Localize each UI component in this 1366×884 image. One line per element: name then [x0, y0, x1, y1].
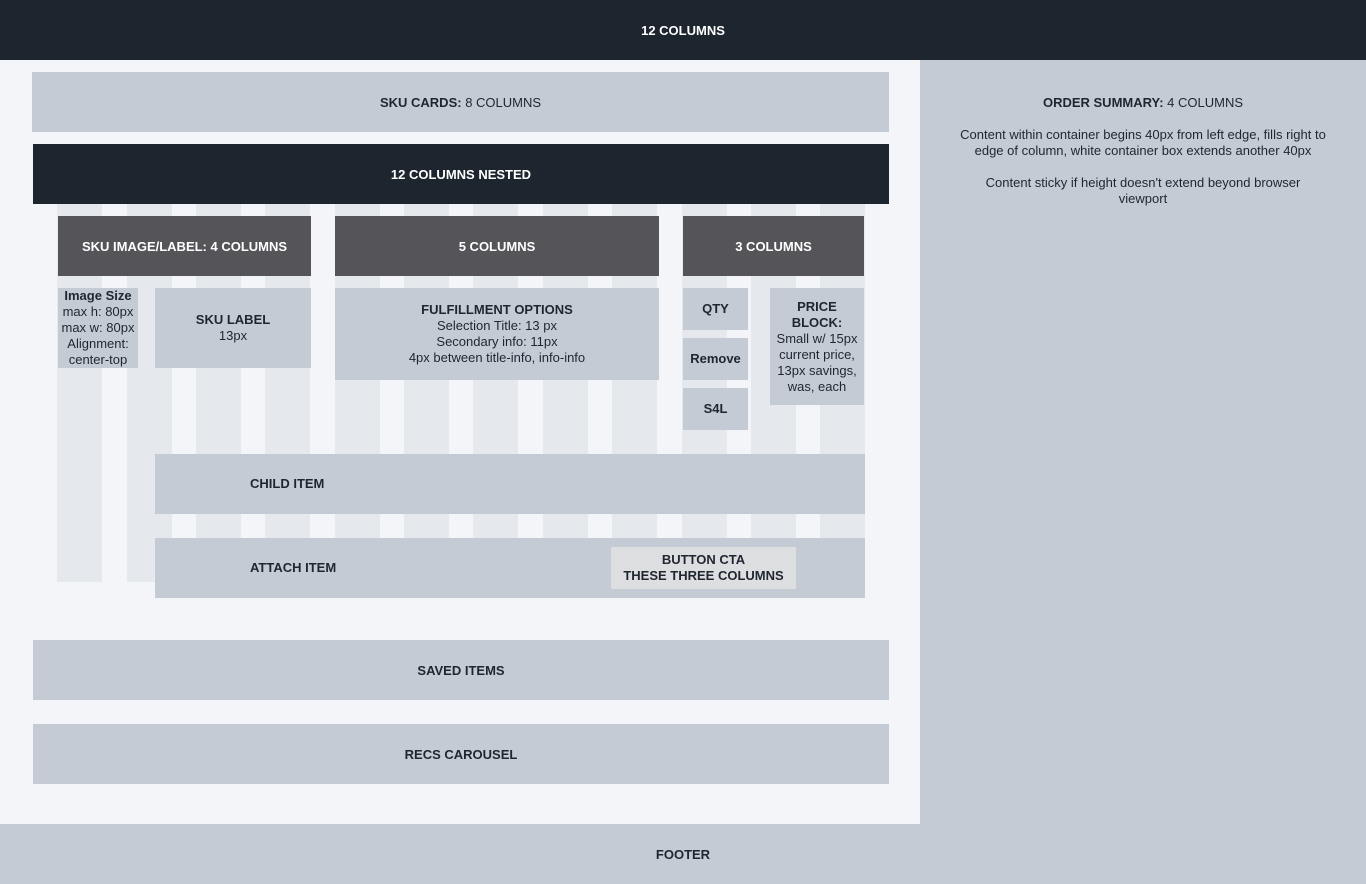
image-size-line: max w: 80px	[61, 320, 135, 335]
fulfillment-options-block	[335, 288, 659, 380]
button-cta-line2: THESE THREE COLUMNS	[623, 568, 784, 583]
s4l-label: S4L	[703, 401, 728, 416]
nested-label: 12 COLUMNS NESTED	[390, 166, 532, 182]
saved-items-bar	[33, 640, 889, 700]
fulfillment-line: 4px between title-info, info-info	[408, 350, 586, 365]
three-columns-header	[683, 216, 864, 276]
sku-image-label-text: SKU IMAGE/LABEL: 4 COLUMNS	[81, 238, 288, 254]
child-item-label: CHILD ITEM	[250, 476, 325, 491]
footer-label: FOOTER	[655, 846, 711, 862]
header-12-columns	[0, 0, 1366, 60]
nested-12-columns-bar	[33, 144, 889, 204]
remove-button[interactable]	[683, 338, 748, 380]
sku-label-size: 13px	[218, 328, 248, 343]
five-columns-text: 5 COLUMNS	[458, 238, 536, 254]
saved-items-label: SAVED ITEMS	[417, 662, 505, 678]
image-size-title: Image Size	[64, 288, 132, 303]
button-cta[interactable]	[611, 547, 796, 589]
sku-label-title: SKU LABEL	[195, 312, 271, 327]
price-block-line: 13px savings,	[777, 362, 857, 378]
sku-cards-label-bold: SKU CARDS:	[379, 94, 462, 110]
order-summary-note-2: Content sticky if height doesn't extend beyond browser viewport	[985, 175, 1301, 206]
price-block-line: Small w/ 15px	[776, 330, 858, 346]
order-summary-title	[950, 95, 1336, 110]
price-block-line: current price,	[779, 346, 855, 362]
footer-bar	[0, 824, 1366, 884]
price-block-title: PRICE BLOCK:	[791, 298, 843, 330]
recs-carousel-bar	[33, 724, 889, 784]
qty-control[interactable]	[683, 288, 748, 330]
header-label: 12 COLUMNS	[641, 22, 725, 38]
fulfillment-line: Secondary info: 11px	[436, 334, 558, 349]
image-size-line: max h: 80px	[62, 304, 134, 319]
s4l-button[interactable]	[683, 388, 748, 430]
price-block-line: was, each	[787, 378, 847, 394]
sku-cards-label	[380, 95, 541, 110]
fulfillment-title: FULFILLMENT OPTIONS	[421, 302, 573, 317]
five-columns-header	[335, 216, 659, 276]
order-summary-title-bold: ORDER SUMMARY:	[1042, 95, 1164, 110]
button-cta-line1: BUTTON CTA	[661, 552, 746, 567]
sku-cards-bar	[32, 72, 889, 132]
image-size-block	[58, 288, 138, 368]
fulfillment-line: Selection Title: 13 px	[437, 318, 557, 333]
three-columns-text: 3 COLUMNS	[735, 238, 812, 254]
attach-item-label: ATTACH ITEM	[250, 560, 337, 575]
image-size-line: center-top	[68, 352, 128, 367]
sku-cards-label-rest: 8 COLUMNS	[461, 94, 542, 110]
remove-label: Remove	[690, 351, 741, 366]
order-summary-note-1: Content within container begins 40px from left edge, fills right to edge of column, white container box extends another 40px	[960, 127, 1326, 158]
sku-label-block	[155, 288, 311, 368]
sku-image-label-header	[58, 216, 311, 276]
order-summary-panel	[920, 60, 1366, 824]
price-block	[770, 288, 864, 405]
order-summary-title-rest: 4 COLUMNS	[1163, 95, 1244, 110]
image-size-line: Alignment:	[67, 336, 129, 351]
recs-carousel-label: RECS CAROUSEL	[404, 746, 518, 762]
qty-label: QTY	[702, 301, 729, 316]
attach-item-row	[155, 538, 865, 598]
child-item-row	[155, 454, 865, 514]
